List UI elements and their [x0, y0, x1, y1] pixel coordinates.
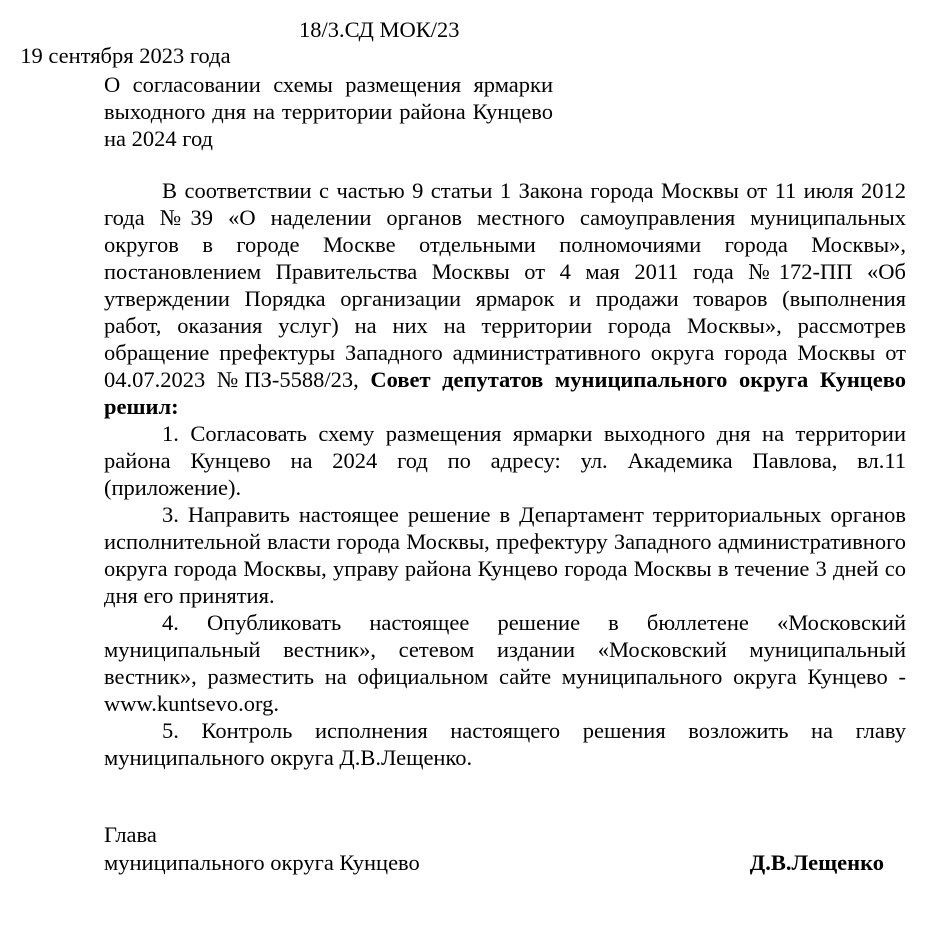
- resolution-phrase: Совет депутатов муниципального округа Кунцево решил:: [104, 367, 906, 419]
- decision-item-1: 1. Согласовать схему размещения ярмарки выходного дня на территории района Кунцево на 2024 год по адресу: ул. Академика Павлова, вл.11 (приложение).: [104, 421, 906, 500]
- document-body: [104, 177, 906, 771]
- signatory-title-line2: муниципального округа Кунцево: [104, 850, 420, 875]
- document-subject: О согласовании схемы размещения ярмарки выходного дня на территории района Кунцево на 2024 год: [104, 72, 553, 151]
- document-number: 18/3.СД МОК/23: [299, 17, 460, 42]
- preamble-text: В соответствии с частью 9 статьи 1 Закона города Москвы от 11 июля 2012 года №39 «О наделении органов местного самоуправления муниципальных округов в городе Москве отдельными полномочиями города Москвы», постановлением Правительства Москвы от 4 мая 2011 года №172-ПП «Об утверждении Порядка организации ярмарок и продажи товаров (выполнения работ, оказания услуг) на них на территории города Москвы», рассмотрев обращение префектуры Западного административного округа города Москвы от 04.07.2023 №ПЗ-5588/23,: [104, 178, 906, 392]
- document-date: 19 сентября 2023 года: [20, 43, 231, 68]
- preamble-paragraph: [104, 177, 906, 420]
- signatory-name: Д.В.Лещенко: [749, 850, 884, 875]
- decision-item-3: 3. Направить настоящее решение в Департамент территориальных органов исполнительной власти города Москвы, префектуру Западного административного округа города Москвы, управу района Кунцево города Москвы в течение 3 дней со дня его принятия.: [104, 502, 906, 608]
- decision-item-5: 5. Контроль исполнения настоящего решения возложить на главу муниципального округа Д.В.Лещенко.: [104, 718, 906, 770]
- signature-block: [104, 821, 884, 877]
- signatory-title-line1: Глава: [104, 822, 157, 847]
- signature-row: [104, 849, 884, 877]
- decision-item-4: 4. Опубликовать настоящее решение в бюллетене «Московский муниципальный вестник», сетевом издании «Московский муниципальный вестник», разместить на официальном сайте муниципального округа Кунцево - www.kuntsevo.org.: [104, 610, 906, 716]
